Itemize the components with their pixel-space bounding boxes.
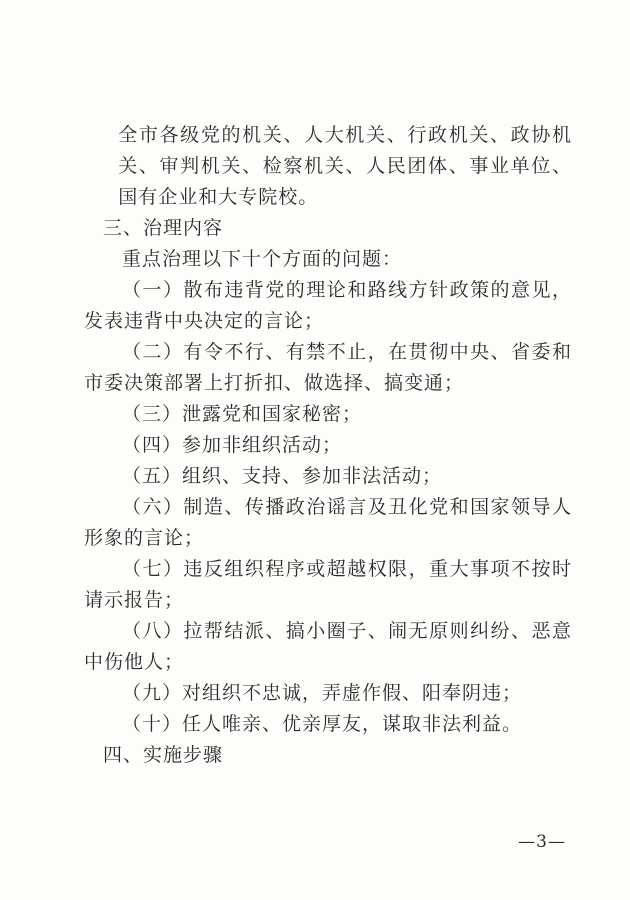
- list-item-2: （二）有令不行、有禁不止，在贯彻中央、省委和市委决策部署上打折扣、做选择、搞变通；: [84, 341, 572, 394]
- list-item-6: （六）制造、传播政治谣言及丑化党和国家领导人形象的言论；: [84, 496, 572, 549]
- list-item-3: （三）泄露党和国家秘密；: [122, 403, 363, 425]
- list-item-10: （十）任人唯亲、优亲厚友，谋取非法利益。: [122, 713, 523, 735]
- list-item-1: （一）散布违背党的理论和路线方针政策的意见，发表违背中央决定的言论；: [84, 279, 572, 332]
- section-heading-governance-content: 三、治理内容: [103, 217, 224, 239]
- list-item-5: （五）组织、支持、参加非法活动；: [122, 465, 443, 487]
- intro-paragraph: 重点治理以下十个方面的问题：: [122, 248, 403, 270]
- list-item-9: （九）对组织不忠诚，弄虚作假、阳奉阴违；: [122, 682, 523, 704]
- section-heading-implementation-steps: 四、实施步骤: [103, 744, 224, 766]
- list-item-4: （四）参加非组织活动；: [122, 434, 343, 456]
- list-item-8: （八）拉帮结派、搞小圈子、闹无原则纠纷、恶意中伤他人；: [84, 620, 572, 673]
- list-item-7: （七）违反组织程序或超越权限，重大事项不按时请示报告；: [84, 558, 572, 611]
- page-number: —3—: [518, 832, 566, 852]
- scope-paragraph: 全市各级党的机关、人大机关、行政机关、政协机关、审判机关、检察机关、人民团体、事业单位、国有企业和大专院校。: [118, 124, 572, 208]
- body-text: [84, 120, 572, 771]
